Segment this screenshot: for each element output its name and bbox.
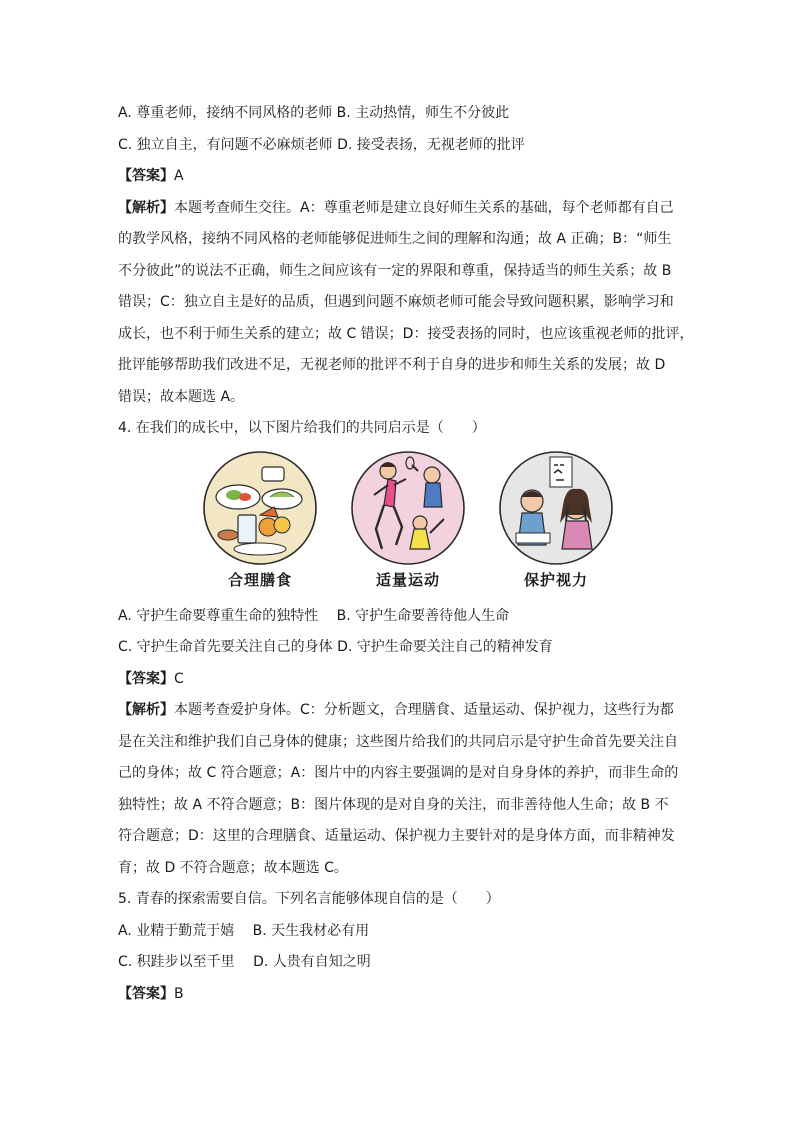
- figure-caption: 保护视力: [523, 570, 588, 589]
- q3-options-ab: A. 尊重老师，接纳不同风格的老师 B. 主动热情，师生不分彼此: [118, 105, 510, 121]
- q3-answer: [118, 161, 678, 193]
- exercise-icon: [348, 449, 468, 567]
- q3-analysis: [118, 193, 694, 414]
- q5-stem: 5. 青春的探索需要自信。下列名言能够体现自信的是（ ）: [118, 891, 500, 907]
- q3-options-cd: C. 独立自主，有问题不必麻烦老师 D. 接受表扬，无视老师的批评: [118, 136, 525, 153]
- analysis-line: 不分彼此”的说法不正确，师生之间应该有一定的界限和尊重，保持适当的师生关系；故 B: [118, 262, 672, 279]
- answer-value: A: [174, 168, 184, 184]
- q4-answer: [118, 664, 678, 696]
- q5-options-ab: A. 业精于勤荒于嬉 B. 天生我材必有用: [118, 922, 370, 939]
- analysis-line: 是在关注和维护我们自己身体的健康；这些图片给我们的共同启示是守护生命首先要关注自: [118, 733, 678, 750]
- analysis-line: 【解析】本题考查爱护身体。C：分析题文，合理膳食、适量运动、保护视力，这些行为都: [118, 702, 674, 718]
- q4-stem: 4. 在我们的成长中，以下图片给我们的共同启示是（ ）: [118, 420, 486, 436]
- food-plate-icon: [200, 449, 320, 567]
- eye-care-icon: [496, 449, 616, 567]
- analysis-line: 独特性；故 A 不符合题意；B：图片体现的是对自身的关注，而非善待他人生命；故 B 不: [118, 796, 669, 813]
- answer-value: B: [174, 985, 184, 1002]
- q4-analysis: [118, 695, 678, 884]
- answer-label: 【答案】: [118, 985, 174, 1002]
- figure-moderate-exercise: [348, 449, 468, 591]
- answer-value: C: [174, 670, 184, 687]
- analysis-line: 符合题意；D：这里的合理膳食、适量运动、保护视力主要针对的是身体方面，而非精神发: [118, 828, 675, 844]
- figure-balanced-diet: [200, 449, 320, 591]
- figure-protect-eyesight: [496, 449, 616, 591]
- figure-caption: 合理膳食: [227, 570, 292, 589]
- analysis-line: 错误；故本题选 A。: [118, 388, 245, 405]
- q5-options-cd: C. 积跬步以至千里 D. 人贵有自知之明: [118, 954, 371, 970]
- figure-caption: 适量运动: [375, 570, 440, 589]
- analysis-label: 【解析】: [118, 199, 174, 216]
- q4-options-cd: C. 守护生命首先要关注自己的身体 D. 守护生命要关注自己的精神发育: [118, 639, 553, 655]
- q4-options-ab: A. 守护生命要尊重生命的独特性 B. 守护生命要善待他人生命: [118, 607, 510, 624]
- analysis-line: 批评能够帮助我们改进不足，无视老师的批评不利于自身的进步和师生关系的发展；故 D: [118, 357, 666, 373]
- q5-answer: [118, 979, 678, 1011]
- q4-figures: [118, 449, 678, 591]
- analysis-line: 【解析】本题考查师生交往。A：尊重老师是建立良好师生关系的基础，每个老师都有自己: [118, 199, 674, 216]
- analysis-line: 成长，也不利于师生关系的建立；故 C 错误；D：接受表扬的同时，也应该重视老师的批评，: [118, 325, 694, 342]
- page-content: [118, 98, 694, 1010]
- analysis-line: 己的身体；故 C 符合题意；A：图片中的内容主要强调的是对自身身体的养护，而非生命的: [118, 765, 679, 781]
- answer-label: 【答案】: [118, 670, 174, 687]
- analysis-line: 的教学风格，接纳不同风格的老师能够促进师生之间的理解和沟通；故 A 正确；B：“师生: [118, 231, 672, 247]
- analysis-line: 错误；C：独立自主是好的品质，但遇到问题不麻烦老师可能会导致问题积累，影响学习和: [118, 294, 674, 310]
- answer-label: 【答案】: [118, 168, 174, 184]
- analysis-label: 【解析】: [118, 702, 174, 718]
- analysis-line: 育；故 D 不符合题意；故本题选 C。: [118, 859, 348, 876]
